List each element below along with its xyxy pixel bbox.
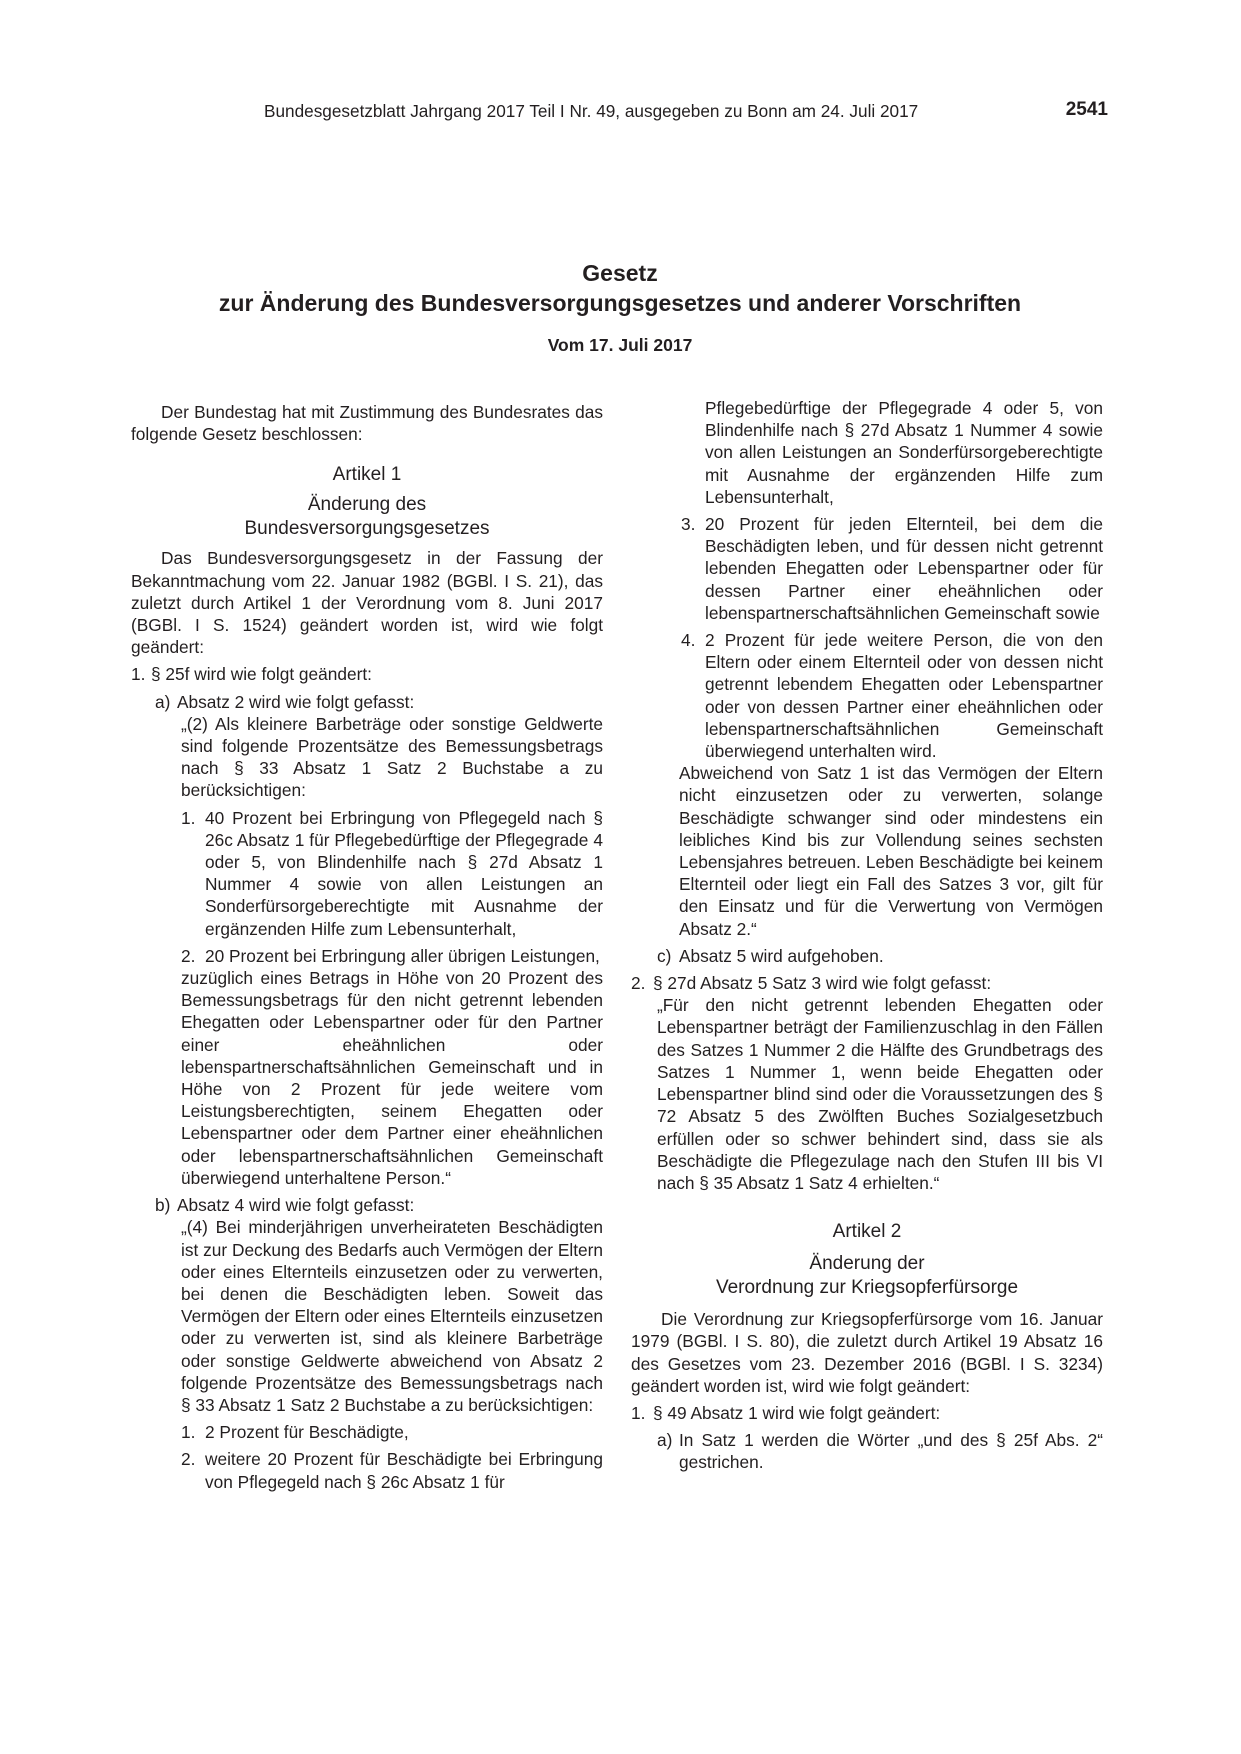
- item-text: 2 Prozent für Beschädigte,: [205, 1422, 409, 1443]
- item-number: 3.: [681, 514, 696, 535]
- item-number: 2.: [181, 1449, 196, 1470]
- item-text: Absatz 4 wird wie folgt gefasst:: [177, 1195, 415, 1216]
- item-number: 1.: [181, 1422, 196, 1443]
- item-text: 2 Prozent für jede weitere Person, die von den Eltern oder einem Elternteil oder von dessen nicht getrennt lebendem Ehegatten oder Lebenspartner oder von dessen Partner einer eheähnlichen oder lebenspartnerschaftsähnlichen Gemeinschaft überwiegend unterhalten wird.: [705, 630, 1103, 762]
- right-column: [631, 397, 1103, 1474]
- list-item: [631, 1429, 1103, 1473]
- item-text: § 25f wird wie folgt geändert:: [151, 664, 372, 685]
- page-number: 2541: [1065, 99, 1108, 120]
- list-item: [631, 945, 1103, 967]
- article-2-title-line-2: Verordnung zur Kriegsopferfürsorge: [715, 1277, 1019, 1299]
- item-text: weitere 20 Prozent für Beschädigte bei Erbringung von Pflegegeld nach § 26c Absatz 1 für: [205, 1449, 603, 1492]
- article-1-title-line-1: Änderung des: [307, 494, 427, 516]
- quoted-paragraph-2: [131, 713, 603, 802]
- article-2-title-line-1: Änderung der: [809, 1253, 925, 1275]
- list-item: [131, 663, 603, 685]
- item-text: 20 Prozent für jeden Elternteil, bei dem die Beschädigten leben, und für dessen nicht getrennt lebenden Ehegatten oder Lebenspartner oder für dessen Partner einer eheähnlichen oder lebenspartnerschaftsähnlichen Gemeinschaft sowie: [705, 514, 1103, 623]
- item-number: 1.: [181, 807, 196, 828]
- list-item: [631, 1402, 1103, 1424]
- quoted-tail: Abweichend von Satz 1 ist das Vermögen der Eltern nicht einzusetzen oder zu verwerten, solange Beschädigte schwanger sind oder mindestens ein leibliches Kind bis zur Vollendung seines sechsten Lebensjahres betreuen. Leben Beschädigte bei keinem Elternteil oder liegt ein Fall des Satzes 3 vor, gilt für den Einsatz und für die Verwertung von Vermögen Absatz 2.“: [679, 763, 1103, 939]
- gazette-header-line: Bundesgesetzblatt Jahrgang 2017 Teil I Nr. 49, ausgegeben zu Bonn am 24. Juli 2017: [264, 101, 919, 121]
- item-number: 1.: [631, 1402, 646, 1423]
- list-item: [131, 807, 603, 940]
- law-title-line-2: zur Änderung des Bundesversorgungsgesetzes und anderer Vorschriften: [218, 290, 1022, 316]
- quote-text: „(2) Als kleinere Barbeträge oder sonstige Geldwerte sind folgende Prozentsätze des Bemessungsbetrags nach § 33 Absatz 1 Satz 2 Buchstabe a zu berücksichtigen:: [181, 713, 603, 801]
- article-1-label: Artikel 1: [332, 464, 402, 486]
- list-item: [631, 972, 1103, 994]
- quoted-tail: zuzüglich eines Betrags in Höhe von 20 Prozent des Bemessungsbetrags für den nicht getrennt lebenden Ehegatten oder Lebenspartner oder für den Partner einer eheähnlichen oder lebenspartnerschaftsähnlichen Gemeinschaft und in Höhe von 2 Prozent für jede weitere vom Leistungsberechtigten, seinem Ehegatten oder Lebenspartner oder dem Partner einer eheähnlichen oder lebenspartnerschaftsähnlichen Gemeinschaft überwiegend unterhaltene Person.“: [181, 968, 603, 1188]
- list-item: [631, 513, 1103, 624]
- item-text: § 49 Absatz 1 wird wie folgt geändert:: [653, 1402, 941, 1423]
- item-text: 20 Prozent bei Erbringung aller übrigen Leistungen,: [205, 945, 600, 966]
- list-item: [131, 1448, 603, 1492]
- item-letter: a): [155, 691, 171, 712]
- list-item: [631, 629, 1103, 762]
- item-text: In Satz 1 werden die Wörter „und des § 25f Abs. 2“ gestrichen.: [679, 1430, 1103, 1473]
- list-item: [131, 691, 603, 713]
- item-text: Absatz 5 wird aufgehoben.: [679, 945, 884, 966]
- law-title-line-1: Gesetz: [582, 260, 658, 286]
- item-letter: c): [657, 945, 672, 966]
- article-2-label: Artikel 2: [832, 1221, 902, 1243]
- item-number: 4.: [681, 630, 696, 651]
- item-text: Absatz 2 wird wie folgt gefasst:: [177, 691, 415, 712]
- item-letter: b): [155, 1195, 171, 1216]
- list-item: [131, 1194, 603, 1216]
- continued-item-text: Pflegebedürftige der Pflegegrade 4 oder 5, von Blindenhilfe nach § 27d Absatz 1 Nummer 4 sowie von allen Leistungen an Sonderfürsorgeberechtigte mit Ausnahme der ergänzenden Hilfe zum Lebensunterhalt,: [705, 398, 1103, 507]
- item-letter: a): [657, 1430, 673, 1451]
- running-header: [264, 99, 1108, 125]
- article-1-title-line-2: Bundesversorgungsgesetzes: [244, 518, 490, 540]
- item-number: 2.: [181, 945, 196, 966]
- preamble: Der Bundestag hat mit Zustimmung des Bundesrates das folgende Gesetz beschlossen:: [131, 402, 603, 445]
- item-number: 1.: [131, 664, 146, 685]
- article-2-intro: Die Verordnung zur Kriegsopferfürsorge vom 16. Januar 1979 (BGBl. I S. 80), die zuletzt durch Artikel 19 Absatz 16 des Gesetzes vom 23. Dezember 2016 (BGBl. I S. 3234) geändert worden ist, wird wie folgt geändert:: [631, 1309, 1103, 1396]
- quoted-sentence: „Für den nicht getrennt lebenden Ehegatten oder Lebenspartner beträgt der Familienzuschlag in den Fällen des Satzes 1 Nummer 2 die Hälfte des Grundbetrags des Satzes 1 Nummer 1, wenn beide Ehegatten oder Lebenspartner blind sind oder die Voraussetzungen des § 72 Absatz 5 des Zwölften Buches Sozialgesetzbuch erfüllen oder so schwer behindert sind, dass sie als Beschädigte die Pflegezulage nach den Stufen III bis VI nach § 35 Absatz 1 Satz 4 erhielten.“: [657, 995, 1103, 1193]
- quoted-paragraph-4: „(4) Bei minderjährigen unverheirateten Beschädigten ist zur Deckung des Bedarfs auch Vermögen der Eltern oder eines Elternteils einzusetzen oder zu verwerten, bei denen die Beschädigten leben. Soweit das Vermögen der Eltern oder eines Elternteils einzusetzen oder zu verwerten ist, sind als kleinere Barbeträge oder sonstige Geldwerte abweichend von Absatz 2 folgende Prozentsätze des Bemessungsbetrags nach § 33 Absatz 1 Satz 2 Buchstabe a zu berücksichtigen:: [181, 1217, 603, 1415]
- item-text: § 27d Absatz 5 Satz 3 wird wie folgt gefasst:: [653, 973, 992, 994]
- item-text: 40 Prozent bei Erbringung von Pflegegeld nach § 26c Absatz 1 für Pflegebedürftige der Pflegegrade 4 oder 5, von Blindenhilfe nach § 27d Absatz 1 Nummer 4 sowie von allen Leistungen an Sonderfürsorgeberechtigte mit Ausnahme der ergänzenden Hilfe zum Lebensunterhalt,: [205, 807, 603, 939]
- item-number: 2.: [631, 973, 646, 994]
- left-column: [131, 401, 603, 1493]
- article-1-intro: Das Bundesversorgungsgesetz in der Fassung der Bekanntmachung vom 22. Januar 1982 (BGBl. I S. 21), das zuletzt durch Artikel 1 der Verordnung vom 8. Juni 2017 (BGBl. I S. 1524) geändert worden ist, wird wie folgt geändert:: [131, 548, 603, 658]
- law-date: Vom 17. Juli 2017: [547, 335, 693, 355]
- list-item: [131, 945, 603, 967]
- law-title: [130, 258, 1110, 318]
- list-item: [131, 1421, 603, 1443]
